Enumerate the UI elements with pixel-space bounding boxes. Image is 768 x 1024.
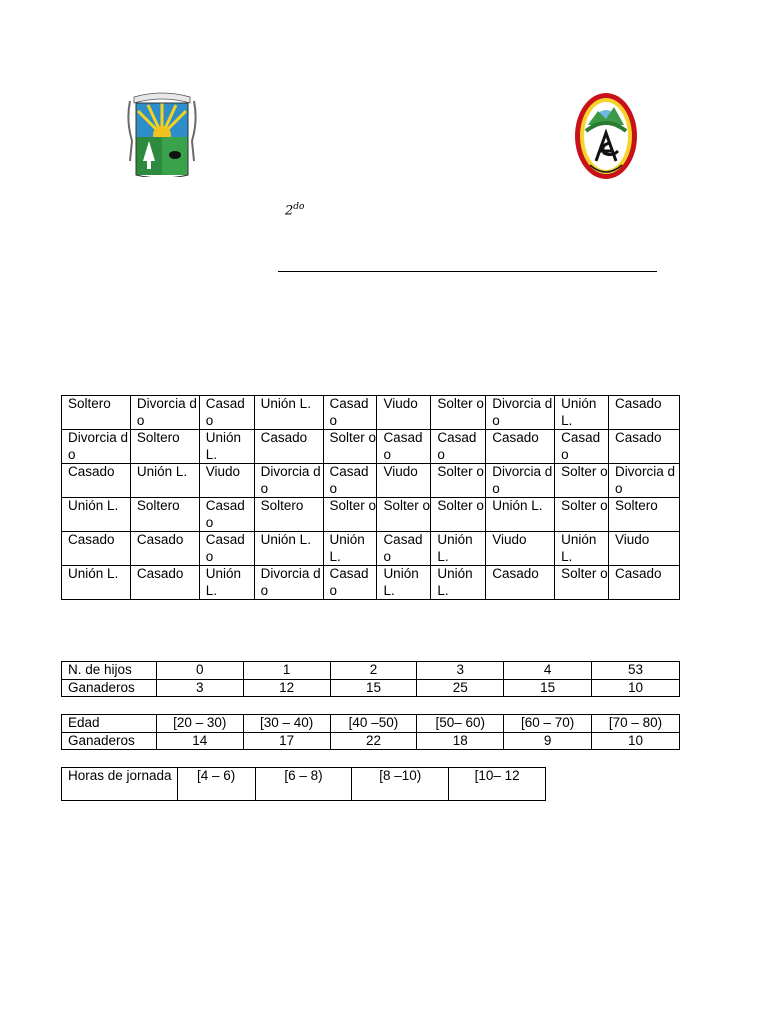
table-cell: Casado (609, 566, 680, 600)
table-cell: Casado (609, 430, 680, 464)
table-cell: Casad o (555, 430, 609, 464)
table-cell: Divorcia do (254, 566, 323, 600)
table-cell: Divorcia do (486, 464, 555, 498)
table-cell: Unión L. (431, 532, 486, 566)
table-cell: Unión L. (555, 532, 609, 566)
table-cell: 2 (330, 662, 417, 680)
school-crest-logo (574, 91, 638, 180)
table-cell: Casado (254, 430, 323, 464)
row-label: Ganaderos (62, 732, 157, 750)
table-row (62, 662, 680, 680)
civil-status-table (61, 395, 680, 600)
table-cell: [8 –10) (352, 768, 449, 801)
grade-label: $2^{do}$ (285, 202, 305, 219)
table-cell: 3 (417, 662, 504, 680)
table-cell: Solter o (555, 498, 609, 532)
table-cell: [10– 12 (449, 768, 546, 801)
table-cell: Divorcia do (254, 464, 323, 498)
table-cell: Casad o (323, 396, 377, 430)
table-cell: Unión L. (62, 566, 131, 600)
villavicencio-crest-logo (124, 91, 200, 177)
table-cell: 12 (243, 679, 330, 697)
hijos-table (61, 661, 680, 697)
table-cell: Solter o (323, 430, 377, 464)
table-cell: Viudo (377, 464, 431, 498)
row-label: Ganaderos (62, 679, 157, 697)
table-cell: [60 – 70) (504, 715, 592, 733)
table-cell: [30 – 40) (243, 715, 330, 733)
table-cell: [4 – 6) (177, 768, 255, 801)
table-cell: Divorcia do (486, 396, 555, 430)
table-cell: Casado (486, 430, 555, 464)
table-cell: Soltero (130, 430, 199, 464)
table-cell: 4 (504, 662, 592, 680)
table-cell: Casad o (199, 396, 254, 430)
table-cell: Casado (130, 566, 199, 600)
table-row (62, 715, 680, 733)
table-cell: Casad o (377, 532, 431, 566)
table-cell: Unión L. (431, 566, 486, 600)
table-row (62, 768, 546, 801)
table-cell: Casad o (199, 532, 254, 566)
table-cell: 9 (504, 732, 592, 750)
table-cell: Soltero (62, 396, 131, 430)
table-row (62, 396, 680, 430)
table-cell: 3 (156, 679, 243, 697)
table-cell: Unión L. (323, 532, 377, 566)
table-cell: Unión L. (199, 430, 254, 464)
table-row (62, 566, 680, 600)
table-cell: Casad o (377, 430, 431, 464)
table-cell: Unión L. (62, 498, 131, 532)
table-cell: Solter o (377, 498, 431, 532)
table-row (62, 430, 680, 464)
table-cell: Unión L. (555, 396, 609, 430)
table-cell: Solter o (431, 464, 486, 498)
table-cell: Solter o (555, 566, 609, 600)
table-cell: 0 (156, 662, 243, 680)
table-cell: Viudo (486, 532, 555, 566)
table-cell: [50– 60) (417, 715, 504, 733)
table-row (62, 532, 680, 566)
table-cell: 15 (330, 679, 417, 697)
table-cell: [70 – 80) (592, 715, 680, 733)
table-cell: 17 (243, 732, 330, 750)
table-cell: Unión L. (377, 566, 431, 600)
table-cell: Unión L. (199, 566, 254, 600)
table-row (62, 679, 680, 697)
table-cell: 10 (592, 732, 680, 750)
table-cell: 25 (417, 679, 504, 697)
table-row (62, 464, 680, 498)
table-cell: Viudo (609, 532, 680, 566)
table-cell: Casado (130, 532, 199, 566)
table-row (62, 498, 680, 532)
table-cell: [40 –50) (330, 715, 417, 733)
table-cell: Unión L. (486, 498, 555, 532)
row-label: Edad (62, 715, 157, 733)
table-cell: 15 (504, 679, 592, 697)
table-cell: Solter o (555, 464, 609, 498)
table-cell: Soltero (130, 498, 199, 532)
table-cell: 10 (592, 679, 680, 697)
table-row (62, 732, 680, 750)
table-cell: 53 (592, 662, 680, 680)
table-cell: Viudo (199, 464, 254, 498)
table-cell: Divorcia do (609, 464, 680, 498)
table-cell: 1 (243, 662, 330, 680)
table-cell: Casado (62, 532, 131, 566)
row-label: Horas de jornada (62, 768, 178, 801)
table-cell: Solter o (431, 396, 486, 430)
table-cell: Casad o (199, 498, 254, 532)
table-cell: 14 (156, 732, 243, 750)
table-cell: 22 (330, 732, 417, 750)
table-cell: Casado (62, 464, 131, 498)
table-cell: Unión L. (130, 464, 199, 498)
table-cell: Casado (609, 396, 680, 430)
table-cell: Soltero (609, 498, 680, 532)
table-cell: [20 – 30) (156, 715, 243, 733)
signature-line (278, 271, 657, 272)
table-cell: Solter o (323, 498, 377, 532)
table-cell: Casad o (323, 464, 377, 498)
table-cell: Solter o (431, 498, 486, 532)
row-label: N. de hijos (62, 662, 157, 680)
table-cell: [6 – 8) (255, 768, 352, 801)
table-cell: Viudo (377, 396, 431, 430)
edad-table (61, 714, 680, 750)
table-cell: Casad o (323, 566, 377, 600)
table-cell: Unión L. (254, 532, 323, 566)
table-cell: Soltero (254, 498, 323, 532)
table-cell: Divorcia do (62, 430, 131, 464)
table-cell: 18 (417, 732, 504, 750)
table-cell: Unión L. (254, 396, 323, 430)
table-cell: Divorcia do (130, 396, 199, 430)
table-cell: Casado (486, 566, 555, 600)
table-cell: Casad o (431, 430, 486, 464)
horas-table (61, 767, 546, 801)
